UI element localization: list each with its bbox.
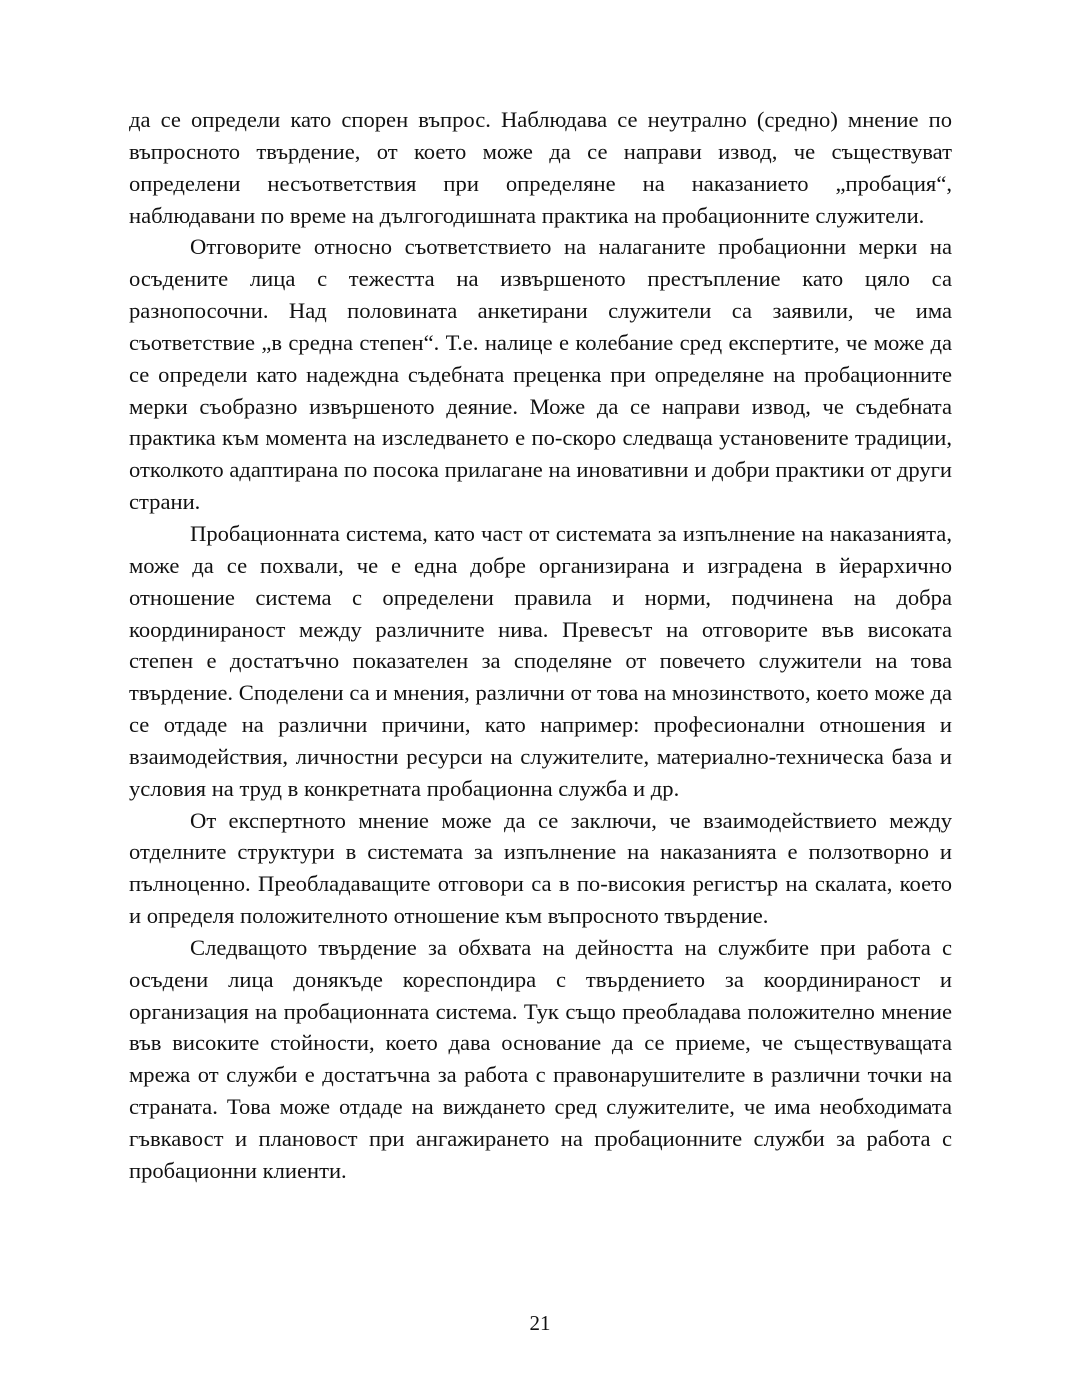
paragraph-probation-system: Пробационната система, като част от системата за изпълнение на наказанията, може да се похвали, че е една добре организирана и изградена в йерархично отношение система с определени правила и норми, подчинена на добра координираност между различните нива. Превесът на отговорите във високата степен е достатъчно показателен за споделяне от повечето служители на това твърдение. Споделени са и мнения, различни от това на мнозинството, което може да се отдаде на различни причини, като например: професионални отношения и взаимодействия, личностни ресурси на служителите, материално-техническа база и условия на труд в конкретната пробационна служба и др. xyxy=(129,520,952,801)
paragraph-probation-measures: Отговорите относно съответствието на налаганите пробационни мерки на осъдените лица с тежестта на извършеното престъпление като цяло са разнопосочни. Над половината анкетирани служители са заявили, че има съответствие „в средна степен“. Т.е. налице е колебание сред експертите, че може да се определи като надеждна съдебната преценка при определяне на пробационните мерки съобразно извършеното деяние. Може да се направи извод, че съдебната практика към момента на изследването е по-скоро следваща установените традиции, отколкото адаптирана по посока прилагане на иновативни и добри практики от други страни. xyxy=(129,234,952,515)
paragraph-service-scope: Следващото твърдение за обхвата на дейността на службите при работа с осъдени лица донякъде кореспондира с твърдението за координираност и организация на пробационната система. Тук също преобладава положително мнение във високите стойности, което дава основание да се приеме, че съществуващата мрежа от служби е достатъчна за работа с правонарушителите в различни точки на страната. Това може отдаде на виждането сред служителите, че има необходимата гъвкавост и плановост при ангажирането на пробационните служби за работа с пробационни клиенти. xyxy=(129,934,952,1183)
paragraph-expert-opinion: От експертното мнение може да се заключи, че взаимодействието между отделните структури в системата за изпълнение на наказанията е ползотворно и пълноценно. Преобладаващите отговори са в по-високия регистър на скалата, което и определя положителното отношение към въпросното твърдение. xyxy=(129,807,952,929)
paragraph-continuation: да се определи като спорен въпрос. Наблюдава се неутрално (средно) мнение по въпросното твърдение, от което може да се направи извод, че съществуват определени несъответствия при определяне на наказанието „пробация“, наблюдавани по време на дългогодишната практика на пробационните служители. xyxy=(129,107,952,228)
page-number: 21 xyxy=(529,1311,551,1335)
body-text xyxy=(129,104,952,1187)
